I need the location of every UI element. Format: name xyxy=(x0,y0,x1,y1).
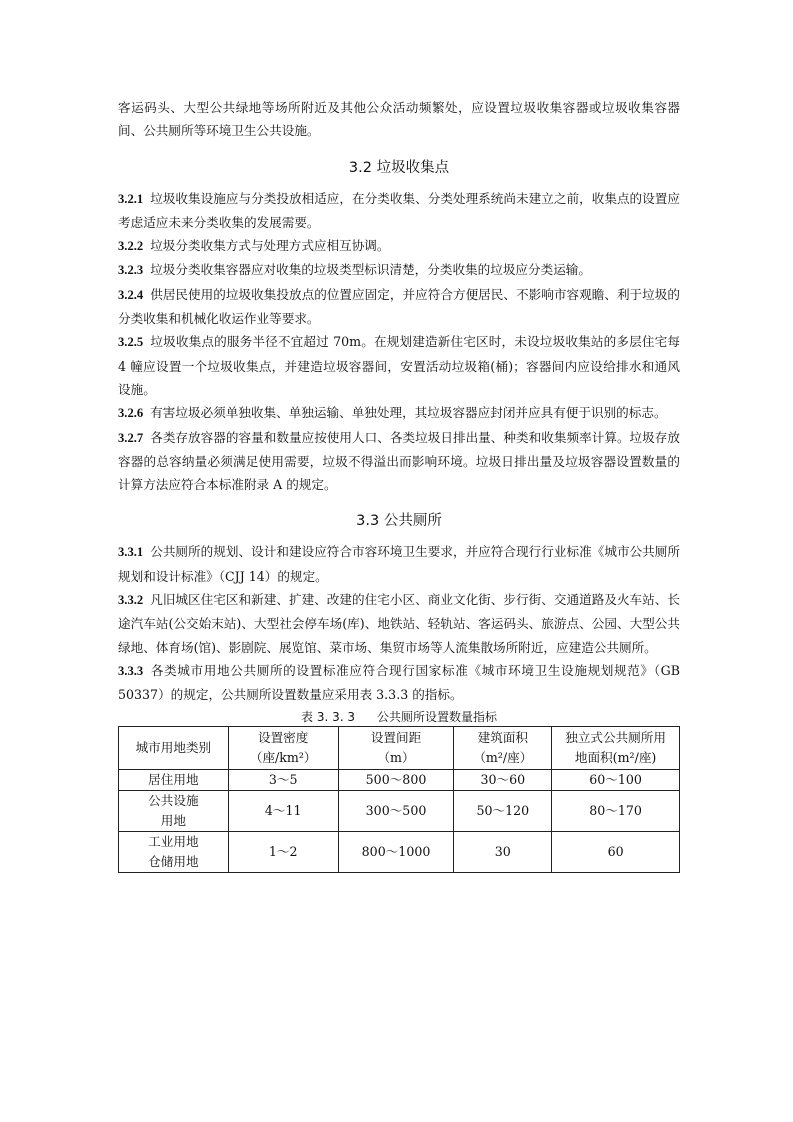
cell-category: 工业用地 仓储用地 xyxy=(119,831,229,872)
clause-3-2-3 xyxy=(118,258,680,282)
header-building-area: 建筑面积 （m²/座） xyxy=(454,726,552,769)
clause-text: 垃圾分类收集容器应对收集的垃圾类型标识清楚，分类收集的垃圾应分类运输。 xyxy=(150,262,591,278)
cell-land-area: 60～100 xyxy=(552,769,680,790)
header-land-area: 独立式公共厕所用 地面积(m²/座) xyxy=(552,726,680,769)
cell-category: 公共设施 用地 xyxy=(119,790,229,831)
table-header-row xyxy=(119,726,680,769)
table-row xyxy=(119,831,680,872)
clause-number: 3.3.2 xyxy=(118,593,144,608)
clause-3-2-7 xyxy=(118,426,680,497)
cell-building-area: 50～120 xyxy=(454,790,552,831)
cell-land-area: 60 xyxy=(552,831,680,872)
clause-text: 供居民使用的垃圾收集投放点的位置应固定，并应符合方便居民、不影响市容观瞻、利于垃圾的分类收集和机械化收运作业等要求。 xyxy=(118,286,680,327)
table-caption xyxy=(118,709,680,725)
cell-density: 1～2 xyxy=(228,831,338,872)
clause-number: 3.2.3 xyxy=(118,263,144,278)
clause-text: 各类城市用地公共厕所的设置标准应符合现行国家标准《城市环境卫生设施规划规范》（GB 50337）的规定，公共厕所设置数量应采用表 3.3.3 的指标。 xyxy=(118,662,680,703)
clause-text: 公共厕所的规划、设计和建设应符合市容环境卫生要求，并应符合现行行业标准《城市公共厕所规划和设计标准》（CJJ 14）的规定。 xyxy=(118,544,680,584)
intro-paragraph: 客运码头、大型公共绿地等场所附近及其他公众活动频繁处，应设置垃圾收集容器或垃圾收集容器间、公共厕所等环境卫生公共设施。 xyxy=(118,100,680,139)
clause-text: 有害垃圾必须单独收集、单独运输、单独处理，其垃圾容器应封闭并应具有便于识别的标志。 xyxy=(150,405,667,421)
clause-text: 各类存放容器的容量和数量应按使用人口、各类垃圾日排出量、种类和收集频率计算。垃圾存放容器的总容纳量必须满足使用需要，垃圾不得溢出而影响环境。垃圾日排出量及垃圾容器设置数量的计算方法应符合本标准附录 A 的规定。 xyxy=(118,429,680,493)
clause-text: 垃圾收集设施应与分类投放相适应，在分类收集、分类处理系统尚未建立之前，收集点的设置应考虑适应未来分类收集的发展需要。 xyxy=(118,190,680,230)
header-spacing: 设置间距 （m） xyxy=(338,726,454,769)
table-caption-title: 公共厕所设置数量指标 xyxy=(376,709,497,724)
cell-density: 4～11 xyxy=(228,790,338,831)
clause-number: 3.2.2 xyxy=(118,239,144,254)
table-row xyxy=(119,790,680,831)
table-caption-number: 表 3. 3. 3 xyxy=(301,709,355,724)
section-title-3-3: 3.3 公共厕所 xyxy=(356,513,442,530)
clause-3-2-1 xyxy=(118,187,680,235)
clause-number: 3.2.5 xyxy=(118,335,144,350)
clause-text: 垃圾收集点的服务半径不宜超过 70m。在规划建造新住宅区时，未设垃圾收集站的多层住宅每 4 幢应设置一个垃圾收集点，并建造垃圾容器间，安置活动垃圾箱(桶)；容器间内应设给排水和通风设施。 xyxy=(118,334,680,397)
document-page xyxy=(118,96,680,873)
clause-text: 凡旧城区住宅区和新建、扩建、改建的住宅小区、商业文化街、步行街、交通道路及火车站、长途汽车站(公交始末站)、大型社会停车场(库)、地铁站、轻轨站、客运码头、旅游点、公园、大型公共绿地、体育场(馆)、影剧院、展览馆、菜市场、集贸市场等人流集散场所附近，应建造公共厕所。 xyxy=(118,592,680,655)
clause-3-2-5 xyxy=(118,330,680,401)
clause-number: 3.3.1 xyxy=(118,545,144,560)
table-row xyxy=(119,769,680,790)
clause-3-3-2 xyxy=(118,588,680,659)
clause-3-3-3 xyxy=(118,659,680,707)
section-title-3-2: 3.2 垃圾收集点 xyxy=(348,159,450,176)
cell-land-area: 80～170 xyxy=(552,790,680,831)
clause-number: 3.3.3 xyxy=(118,663,144,678)
cell-category: 居住用地 xyxy=(119,769,229,790)
clause-3-2-4 xyxy=(118,283,680,331)
cell-density: 3～5 xyxy=(228,769,338,790)
cell-building-area: 30 xyxy=(454,831,552,872)
cell-building-area: 30～60 xyxy=(454,769,552,790)
clause-3-2-6 xyxy=(118,401,680,425)
toilet-standards-table xyxy=(118,726,680,873)
clause-text: 垃圾分类收集方式与处理方式应相互协调。 xyxy=(150,238,390,254)
clause-number: 3.2.7 xyxy=(118,430,144,445)
clause-number: 3.2.1 xyxy=(118,191,144,206)
header-density: 设置密度 （座/km²） xyxy=(228,726,338,769)
clause-number: 3.2.6 xyxy=(118,406,144,421)
cell-spacing: 300～500 xyxy=(338,790,454,831)
clause-number: 3.2.4 xyxy=(118,287,144,302)
cell-spacing: 500～800 xyxy=(338,769,454,790)
clause-3-3-1 xyxy=(118,540,680,588)
cell-spacing: 800～1000 xyxy=(338,831,454,872)
clause-3-2-2 xyxy=(118,234,680,258)
header-land-category: 城市用地类别 xyxy=(119,726,229,769)
